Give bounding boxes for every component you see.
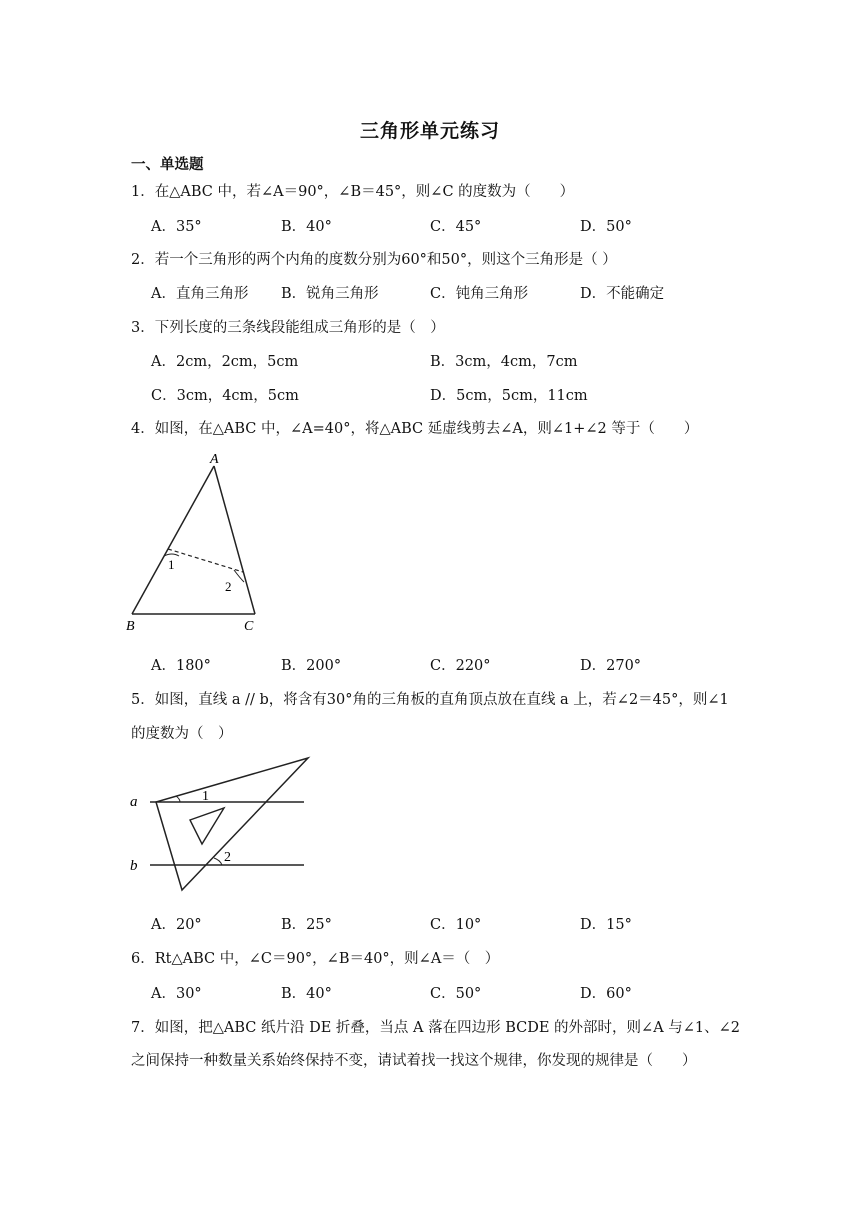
question-1-text: 1．在△ABC 中，若∠A＝90°，∠B＝45°，则∠C 的度数为（ ）	[131, 184, 575, 200]
q5-option-b: B．25°	[281, 917, 332, 933]
q6-option-c: C．50°	[430, 986, 482, 1002]
q3-option-d: D．5cm，5cm，11cm	[430, 388, 588, 404]
q1-option-c: C．45°	[430, 219, 482, 235]
q6-option-a: A．30°	[151, 986, 202, 1002]
section-heading: 一、单选题	[131, 157, 204, 173]
label-c: C	[244, 619, 254, 634]
set-square-inner	[190, 808, 224, 844]
side-ab	[132, 466, 214, 614]
q6-option-d: D．60°	[580, 986, 632, 1002]
q2-option-b: B．锐角三角形	[281, 286, 379, 302]
q5-option-d: D．15°	[580, 917, 632, 933]
label-line-b: b	[130, 858, 138, 874]
angle-1-arc	[164, 554, 179, 556]
q5-option-c: C．10°	[430, 917, 482, 933]
q4-option-c: C．220°	[430, 658, 491, 674]
set-square-outer	[156, 758, 308, 890]
q4-option-d: D．270°	[580, 658, 642, 674]
angle-1-arc	[176, 796, 180, 802]
label-a: A	[210, 452, 219, 467]
q2-option-d: D．不能确定	[580, 286, 665, 302]
question-5-text-line2: 的度数为（ ）	[131, 726, 233, 742]
q6-option-b: B．40°	[281, 986, 332, 1002]
q5-option-a: A．20°	[151, 917, 202, 933]
triangle-figure-q4	[124, 448, 264, 634]
label-angle-2: 2	[225, 579, 232, 594]
set-square-figure-q5	[124, 750, 314, 895]
q3-option-c: C．3cm，4cm，5cm	[151, 388, 299, 404]
q2-option-a: A．直角三角形	[151, 286, 249, 302]
label-angle-2: 2	[224, 850, 231, 865]
q3-option-a: A．2cm，2cm，5cm	[151, 354, 299, 370]
q4-option-a: A．180°	[151, 658, 211, 674]
question-6-text: 6．Rt△ABC 中，∠C＝90°，∠B＝40°，则∠A＝（ ）	[131, 951, 500, 967]
question-5-text-line1: 5．如图，直线 a // b，将含有30°角的三角板的直角顶点放在直线 a 上，若∠2＝45°，则∠1	[131, 692, 729, 708]
cut-dashed-line	[168, 549, 243, 572]
page-title: 三角形单元练习	[359, 120, 500, 142]
question-3-text: 3．下列长度的三条线段能组成三角形的是（ ）	[131, 320, 445, 336]
question-7-text-line2: 之间保持一种数量关系始终保持不变，请试着找一找这个规律，你发现的规律是（ ）	[131, 1053, 697, 1069]
label-angle-1: 1	[202, 789, 209, 804]
side-ac	[214, 466, 255, 614]
angle-2-arc	[214, 858, 222, 865]
q3-option-b: B．3cm，4cm，7cm	[430, 354, 578, 370]
label-line-a: a	[130, 794, 138, 810]
q1-option-a: A．35°	[151, 219, 202, 235]
question-4-text: 4．如图，在△ABC 中，∠A=40°，将△ABC 延虚线剪去∠A，则∠1+∠2 等于（ ）	[131, 421, 699, 437]
label-b: B	[126, 619, 135, 634]
question-7-text-line1: 7．如图，把△ABC 纸片沿 DE 折叠，当点 A 落在四边形 BCDE 的外部时，则∠A 与∠1、∠2	[131, 1020, 741, 1036]
q1-option-d: D．50°	[580, 219, 632, 235]
q2-option-c: C．钝角三角形	[430, 286, 529, 302]
q4-option-b: B．200°	[281, 658, 342, 674]
question-2-text: 2．若一个三角形的两个内角的度数分别为60°和50°，则这个三角形是（ ）	[131, 252, 617, 268]
label-angle-1: 1	[168, 557, 175, 572]
q1-option-b: B．40°	[281, 219, 332, 235]
